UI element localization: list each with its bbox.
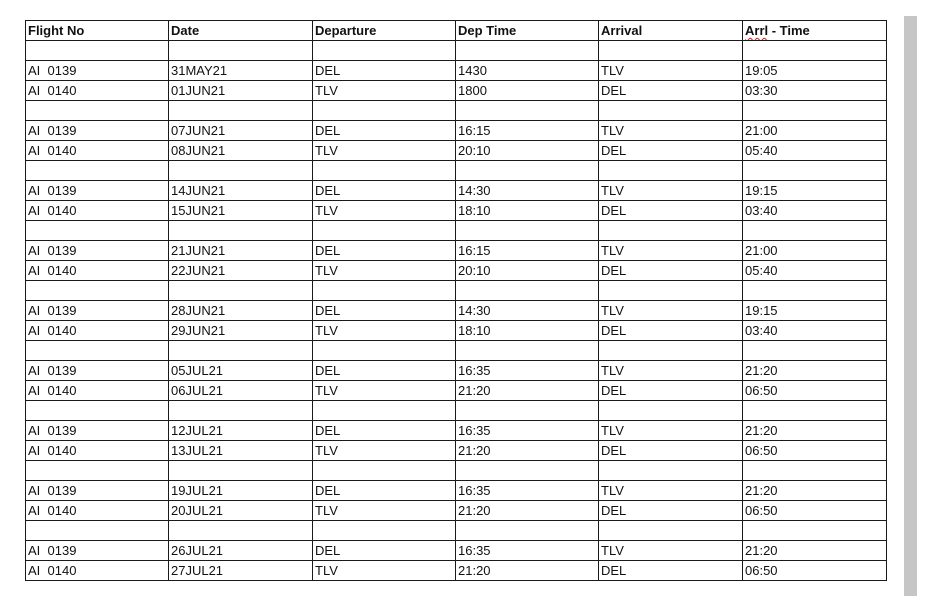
- table-cell: [313, 341, 456, 361]
- table-cell: AI 0140: [26, 141, 169, 161]
- table-cell: [26, 161, 169, 181]
- table-cell: [169, 461, 313, 481]
- table-row: [26, 421, 887, 441]
- table-cell: DEL: [313, 241, 456, 261]
- table-cell: 27JUL21: [169, 561, 313, 581]
- table-cell: AI 0139: [26, 421, 169, 441]
- table-cell: [26, 341, 169, 361]
- table-cell: TLV: [599, 301, 743, 321]
- spacer-row: [26, 221, 887, 241]
- table-cell: [599, 161, 743, 181]
- table-cell: [313, 101, 456, 121]
- table-cell: TLV: [313, 381, 456, 401]
- table-cell: 19JUL21: [169, 481, 313, 501]
- table-cell: DEL: [599, 501, 743, 521]
- table-cell: TLV: [313, 261, 456, 281]
- flight-schedule-table: [25, 20, 887, 581]
- table-cell: 21:20: [743, 361, 887, 381]
- table-row: [26, 241, 887, 261]
- table-cell: 03:30: [743, 81, 887, 101]
- table-row: [26, 541, 887, 561]
- table-cell: TLV: [313, 321, 456, 341]
- table-cell: DEL: [313, 541, 456, 561]
- table-row: [26, 561, 887, 581]
- table-cell: AI 0140: [26, 321, 169, 341]
- table-cell: [456, 101, 599, 121]
- table-row: [26, 301, 887, 321]
- table-row: [26, 81, 887, 101]
- table-cell: 21:20: [743, 541, 887, 561]
- table-cell: 26JUL21: [169, 541, 313, 561]
- table-row: [26, 381, 887, 401]
- table-cell: 21:00: [743, 121, 887, 141]
- table-cell: 06:50: [743, 561, 887, 581]
- header-arrival-time: Arrl - Time: [743, 21, 887, 41]
- table-cell: [313, 41, 456, 61]
- table-cell: 19:15: [743, 301, 887, 321]
- table-cell: 16:35: [456, 361, 599, 381]
- table-cell: DEL: [599, 381, 743, 401]
- table-cell: AI 0140: [26, 381, 169, 401]
- table-cell: 16:35: [456, 541, 599, 561]
- table-cell: DEL: [599, 201, 743, 221]
- table-cell: TLV: [313, 81, 456, 101]
- table-row: [26, 201, 887, 221]
- table-cell: [599, 461, 743, 481]
- table-cell: DEL: [599, 261, 743, 281]
- table-cell: 03:40: [743, 321, 887, 341]
- table-cell: 20:10: [456, 261, 599, 281]
- table-cell: [456, 281, 599, 301]
- table-cell: [26, 101, 169, 121]
- table-cell: [743, 341, 887, 361]
- header-row: [26, 21, 887, 41]
- table-cell: [169, 41, 313, 61]
- table-cell: [599, 281, 743, 301]
- table-cell: 21:20: [743, 481, 887, 501]
- table-cell: 05:40: [743, 141, 887, 161]
- table-cell: DEL: [599, 561, 743, 581]
- table-cell: [599, 341, 743, 361]
- table-cell: DEL: [313, 481, 456, 501]
- table-cell: TLV: [599, 541, 743, 561]
- vertical-scrollbar[interactable]: [904, 16, 917, 596]
- table-cell: [456, 521, 599, 541]
- table-cell: DEL: [599, 441, 743, 461]
- table-cell: [743, 101, 887, 121]
- table-row: [26, 441, 887, 461]
- table-cell: 07JUN21: [169, 121, 313, 141]
- table-row: [26, 121, 887, 141]
- table-cell: 06:50: [743, 381, 887, 401]
- table-cell: 16:15: [456, 121, 599, 141]
- table-cell: 13JUL21: [169, 441, 313, 461]
- table-cell: TLV: [313, 501, 456, 521]
- table-cell: AI 0140: [26, 201, 169, 221]
- table-cell: DEL: [313, 121, 456, 141]
- table-cell: 16:15: [456, 241, 599, 261]
- table-cell: 12JUL21: [169, 421, 313, 441]
- table-cell: DEL: [313, 421, 456, 441]
- table-cell: [313, 461, 456, 481]
- table-cell: [26, 401, 169, 421]
- table-cell: 16:35: [456, 421, 599, 441]
- table-cell: AI 0139: [26, 181, 169, 201]
- table-cell: 21:20: [456, 561, 599, 581]
- table-cell: TLV: [313, 441, 456, 461]
- table-cell: 06JUL21: [169, 381, 313, 401]
- table-cell: [743, 281, 887, 301]
- table-cell: TLV: [599, 481, 743, 501]
- table-cell: AI 0140: [26, 81, 169, 101]
- table-cell: 21:20: [456, 441, 599, 461]
- table-cell: TLV: [599, 241, 743, 261]
- table-cell: AI 0140: [26, 561, 169, 581]
- table-cell: [599, 401, 743, 421]
- header-arrival: Arrival: [599, 21, 743, 41]
- table-cell: [169, 401, 313, 421]
- spacer-row: [26, 161, 887, 181]
- table-cell: TLV: [599, 61, 743, 81]
- table-row: [26, 501, 887, 521]
- table-cell: [456, 221, 599, 241]
- table-cell: 20:10: [456, 141, 599, 161]
- spacer-row: [26, 341, 887, 361]
- table-cell: [26, 221, 169, 241]
- table-cell: 06:50: [743, 501, 887, 521]
- table-row: [26, 361, 887, 381]
- table-cell: 18:10: [456, 201, 599, 221]
- table-cell: 14:30: [456, 181, 599, 201]
- table-cell: [743, 401, 887, 421]
- table-cell: [456, 401, 599, 421]
- table-cell: AI 0139: [26, 481, 169, 501]
- header-dep-time: Dep Time: [456, 21, 599, 41]
- table-cell: [599, 521, 743, 541]
- table-cell: 28JUN21: [169, 301, 313, 321]
- table-cell: [599, 221, 743, 241]
- table-cell: [599, 101, 743, 121]
- table-cell: DEL: [599, 141, 743, 161]
- table-cell: [169, 521, 313, 541]
- table-cell: AI 0140: [26, 441, 169, 461]
- table-cell: TLV: [313, 141, 456, 161]
- table-cell: AI 0139: [26, 361, 169, 381]
- table-cell: [456, 341, 599, 361]
- table-cell: 19:15: [743, 181, 887, 201]
- table-cell: 16:35: [456, 481, 599, 501]
- table-cell: TLV: [599, 421, 743, 441]
- table-cell: [313, 161, 456, 181]
- table-cell: 03:40: [743, 201, 887, 221]
- table-cell: 01JUN21: [169, 81, 313, 101]
- table-cell: 19:05: [743, 61, 887, 81]
- spacer-row: [26, 401, 887, 421]
- table-cell: DEL: [313, 301, 456, 321]
- table-cell: TLV: [599, 181, 743, 201]
- table-cell: 20JUL21: [169, 501, 313, 521]
- header-date: Date: [169, 21, 313, 41]
- table-cell: [743, 221, 887, 241]
- table-cell: 21:20: [456, 501, 599, 521]
- table-cell: 21JUN21: [169, 241, 313, 261]
- table-cell: 31MAY21: [169, 61, 313, 81]
- table-row: [26, 181, 887, 201]
- table-cell: 21:20: [456, 381, 599, 401]
- table-cell: DEL: [599, 321, 743, 341]
- spellcheck-word: Arrl: [745, 23, 769, 38]
- table-row: [26, 141, 887, 161]
- table-row: [26, 61, 887, 81]
- table-cell: [313, 281, 456, 301]
- table-cell: 05:40: [743, 261, 887, 281]
- spacer-row: [26, 521, 887, 541]
- spacer-row: [26, 461, 887, 481]
- table-cell: AI 0139: [26, 241, 169, 261]
- table-cell: [313, 221, 456, 241]
- table-cell: [169, 101, 313, 121]
- table-cell: 1430: [456, 61, 599, 81]
- table-cell: [313, 401, 456, 421]
- table-cell: DEL: [313, 181, 456, 201]
- table-cell: [26, 461, 169, 481]
- table-cell: [26, 41, 169, 61]
- table-cell: [456, 461, 599, 481]
- table-cell: [169, 221, 313, 241]
- header-departure: Departure: [313, 21, 456, 41]
- table-cell: DEL: [313, 361, 456, 381]
- table-cell: [743, 521, 887, 541]
- table-cell: DEL: [599, 81, 743, 101]
- table-cell: [743, 41, 887, 61]
- table-cell: [169, 161, 313, 181]
- table-cell: 06:50: [743, 441, 887, 461]
- table-cell: AI 0139: [26, 541, 169, 561]
- table-cell: 08JUN21: [169, 141, 313, 161]
- table-cell: [456, 161, 599, 181]
- table-cell: [26, 281, 169, 301]
- table-cell: 15JUN21: [169, 201, 313, 221]
- table-cell: TLV: [599, 121, 743, 141]
- table-cell: 21:20: [743, 421, 887, 441]
- table-cell: 18:10: [456, 321, 599, 341]
- table-cell: 29JUN21: [169, 321, 313, 341]
- table-cell: [456, 41, 599, 61]
- table-cell: 14JUN21: [169, 181, 313, 201]
- table-cell: DEL: [313, 61, 456, 81]
- table-cell: 1800: [456, 81, 599, 101]
- table-cell: AI 0139: [26, 61, 169, 81]
- table-row: [26, 481, 887, 501]
- spacer-row: [26, 101, 887, 121]
- table-cell: 22JUN21: [169, 261, 313, 281]
- table-body: [26, 41, 887, 581]
- table-cell: [26, 521, 169, 541]
- table-cell: [169, 281, 313, 301]
- table-cell: AI 0140: [26, 261, 169, 281]
- table-row: [26, 261, 887, 281]
- table-cell: 05JUL21: [169, 361, 313, 381]
- table-cell: AI 0139: [26, 301, 169, 321]
- table-cell: [599, 41, 743, 61]
- table-cell: TLV: [599, 361, 743, 381]
- table-cell: [743, 461, 887, 481]
- table-cell: 14:30: [456, 301, 599, 321]
- table-cell: [169, 341, 313, 361]
- table-cell: TLV: [313, 561, 456, 581]
- table-cell: 21:00: [743, 241, 887, 261]
- table-cell: [313, 521, 456, 541]
- table-cell: [743, 161, 887, 181]
- table-cell: TLV: [313, 201, 456, 221]
- header-flight-no: Flight No: [26, 21, 169, 41]
- table-row: [26, 321, 887, 341]
- spacer-row: [26, 41, 887, 61]
- table-cell: AI 0140: [26, 501, 169, 521]
- spacer-row: [26, 281, 887, 301]
- table-cell: AI 0139: [26, 121, 169, 141]
